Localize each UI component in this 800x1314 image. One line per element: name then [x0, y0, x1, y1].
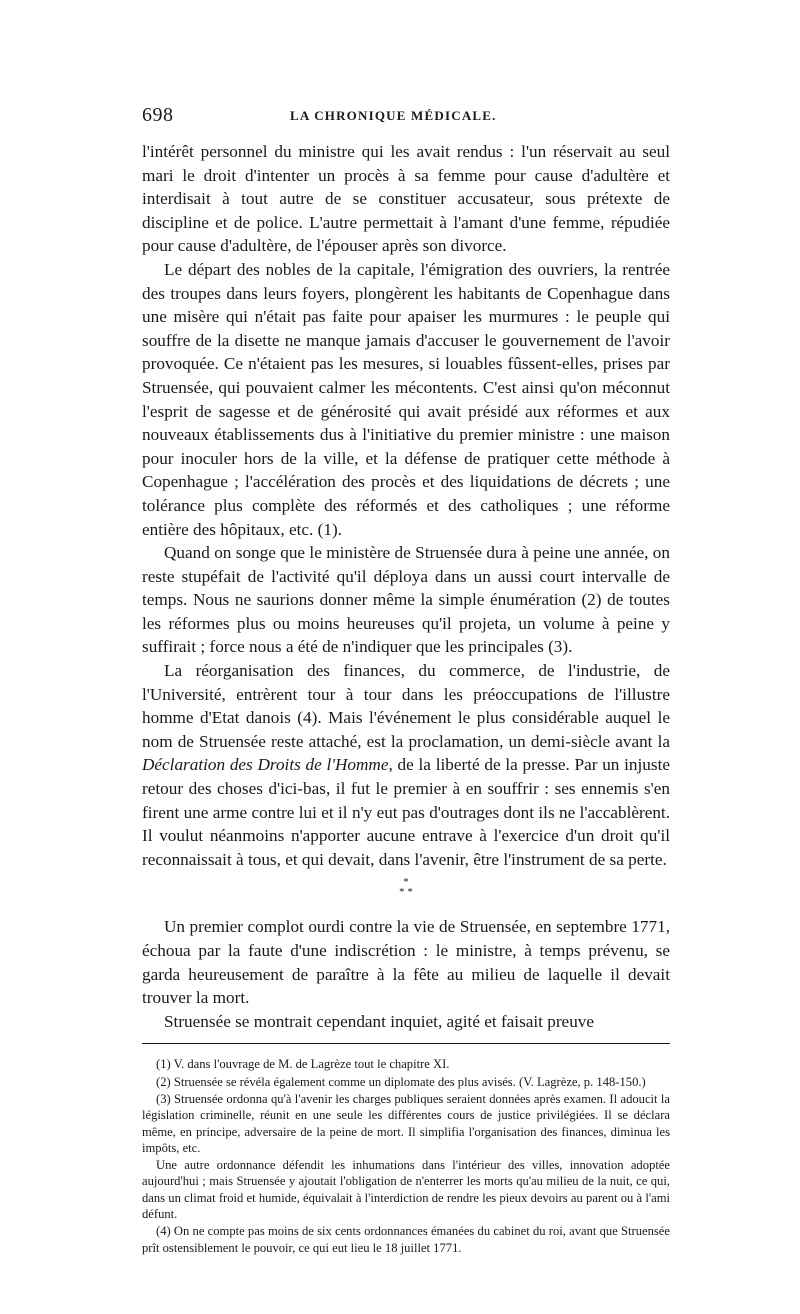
running-title: LA CHRONIQUE MÉDICALE. — [290, 108, 497, 123]
footnote-continuation: Une autre ordonnance défendit les inhumations dans l'intérieur des villes, innovation adoptée aujourd'hui ; mais Struensée y ajoutait l'obligation de n'enterrer les morts qu'au milieu de la nuit, ce qui, dans un climat froid et humide, équivalait à l'interdiction de rendre les pieux devoirs au parent ou à l'ami défunt. — [142, 1158, 670, 1222]
body-text — [142, 140, 670, 1033]
paragraph-text: La réorganisation des finances, du commerce, de l'industrie, de l'Université, entrèrent tour à tour dans les préoccupations de l'illustre homme d'Etat danois (4). Mais l'événement le plus considérable auquel le nom de Struensée reste attaché, est la proclamation, un demi-siècle avant la — [142, 661, 670, 751]
paragraph: Un premier complot ourdi contre la vie de Struensée, en septembre 1771, échoua par la faute d'une indiscrétion : le ministre, à temps prévenu, se garda heureusement de paraître à la fête au milieu de laquelle il devait trouver la mort. — [142, 917, 670, 1008]
paragraph: Quand on songe que le ministère de Struensée dura à peine une année, on reste stupéfait de l'activité qu'il déploya dans un aussi court intervalle de temps. Nous ne saurions donner même la simple énumération (2) de toutes les réformes plus ou moins heureuses qu'il projeta, un volume à peine y suffirait ; force nous a été de n'indiquer que les principales (3). — [142, 543, 670, 657]
footnote: (2) Struensée se révéla également comme un diplomate des plus avisés. (V. Lagrèze, p. 148-150.) — [156, 1074, 646, 1089]
footnote: (4) On ne compte pas moins de six cents ordonnances émanées du cabinet du roi, avant que Struensée prît ostensiblement le pouvoir, ce qui eut lieu le 18 juillet 1771. — [142, 1224, 670, 1255]
footnote-divider — [142, 1043, 670, 1044]
paragraph: l'intérêt personnel du ministre qui les avait rendus : l'un réservait au seul mari le droit d'intenter un procès à sa femme pour cause d'adultère et interdisait à tout autre de se constituer accusateur, sous prétexte de discipline et de police. L'autre permettait à l'amant d'une femme, répudiée pour cause d'adultère, de l'épouser après son divorce. — [142, 142, 670, 256]
paragraph: Struensée se montrait cependant inquiet, agité et faisait preuve — [164, 1011, 595, 1031]
paragraph-text: , de la liberté de la presse. Par un injuste retour des choses d'ici-bas, il fut le premier à en souffrir : ses ennemis s'en firent une arme contre lui et il n'y eut pas d'outrages dont ils ne l'accablèrent. Il voulut néanmoins n'apporter aucune entrave à l'exercice d'un droit qu'il reconnaissait à tous, et qui devait, dans l'avenir, être l'instrument de sa perte. — [142, 755, 670, 869]
footnote: (1) V. dans l'ouvrage de M. de Lagrèze tout le chapitre XI. — [156, 1057, 450, 1072]
asterism-bottom: * * — [399, 886, 413, 899]
page-header — [142, 104, 670, 134]
footnote: (3) Struensée ordonna qu'à l'avenir les charges publiques seraient données après examen. Il adoucit la législation criminelle, réunit en une seule les différentes cours de justice privilégiées. Il se déclara même, en principe, adversaire de la peine de mort. Il simplifia l'organisation des finances, diminua les impôts, etc. — [142, 1091, 670, 1155]
paragraph: Le départ des nobles de la capitale, l'émigration des ouvriers, la rentrée des troupes dans leurs foyers, plongèrent les habitants de Copenhague dans une misère qui n'était pas faite pour apaiser les murmures : le peuple qui souffre de la disette ne manque jamais d'accuser le gouvernement de l'avoir provoquée. Ce n'étaient pas les mesures, si louables fûssent-elles, prises par Struensée, qui pouvaient calmer les mécontents. C'est ainsi qu'on méconnut l'esprit de sagesse et de générosité qui avait présidé aux réformes et aux nouveaux établissements dus à l'initiative du premier ministre : une maison pour inoculer hors de la ville, et la défense de pratiquer cette méthode à Copenhague ; l'accélération des procès et des liquidations de décrets ; une tolérance plus complète des réformés et des catholiques ; une réforme entière des hôpitaux, etc. (1). — [142, 259, 670, 539]
italic-title: Déclaration des Droits de l'Homme — [142, 755, 389, 775]
paragraph — [142, 659, 670, 871]
document-page — [142, 104, 670, 1257]
page-number: 698 — [142, 104, 174, 126]
asterism — [142, 877, 670, 897]
footnotes — [142, 1056, 670, 1256]
asterism-top: * — [403, 876, 409, 889]
